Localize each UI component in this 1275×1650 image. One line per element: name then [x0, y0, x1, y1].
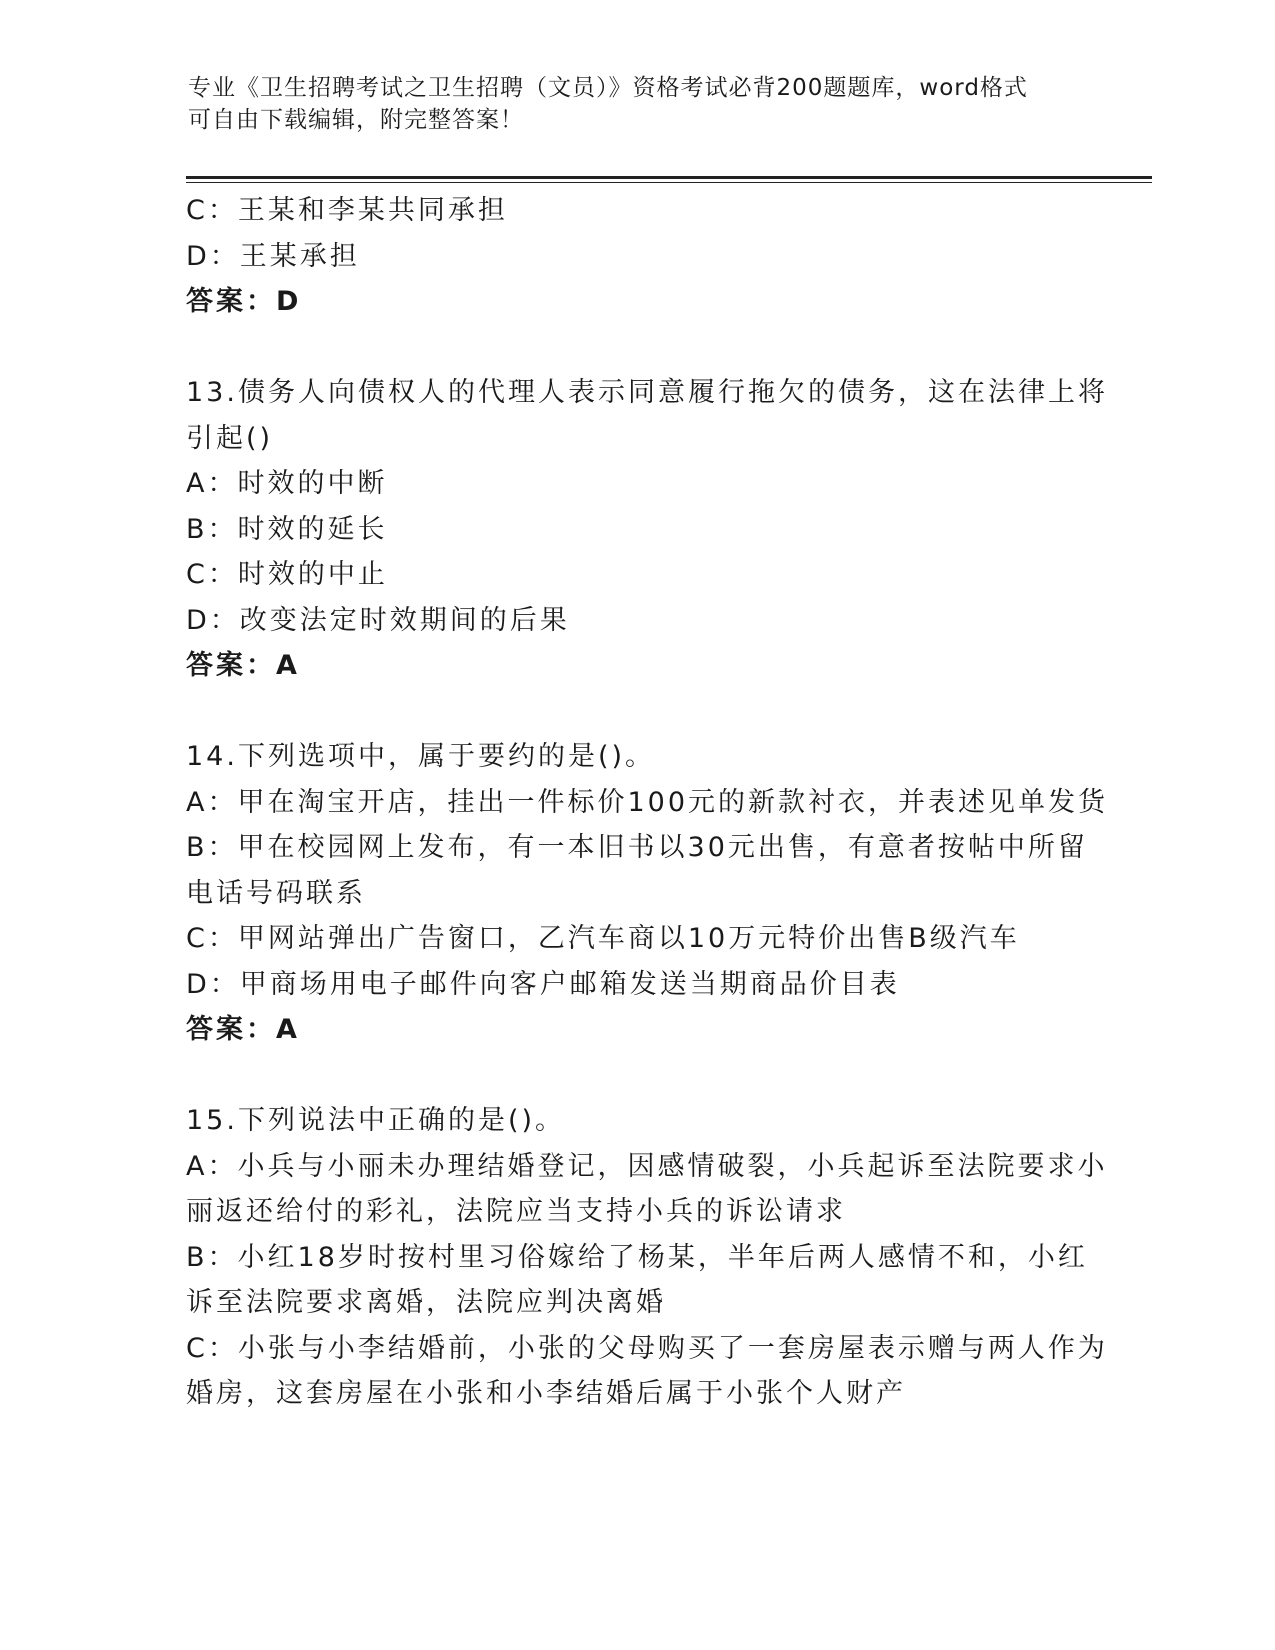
- option-c: C：王某和李某共同承担: [186, 195, 508, 226]
- answer: 答案：D: [186, 286, 302, 317]
- question-stem: 15.下列说法中正确的是()。: [186, 1105, 566, 1136]
- question-12-tail: [186, 188, 1086, 325]
- option-d: D：甲商场用电子邮件向客户邮箱发送当期商品价目表: [186, 968, 900, 1000]
- answer: 答案：A: [186, 650, 300, 681]
- header-line-1: 专业《卫生招聘考试之卫生招聘（文员）》资格考试必背200题题库，word格式: [188, 75, 1028, 101]
- option-b-cont: 电话号码联系: [186, 877, 366, 909]
- option-d: D：王某承担: [186, 240, 360, 272]
- question-stem: 13.债务人向债权人的代理人表示同意履行拖欠的债务，这在法律上将: [186, 377, 1108, 408]
- question-content: [186, 188, 1109, 1417]
- option-c-cont: 婚房，这套房屋在小张和小李结婚后属于小张个人财产: [186, 1378, 906, 1409]
- document-header: [188, 72, 1088, 136]
- question-stem: 14.下列选项中，属于要约的是()。: [186, 741, 656, 772]
- option-a-cont: 丽返还给付的彩礼，法院应当支持小兵的诉讼请求: [186, 1196, 846, 1227]
- answer: 答案：A: [186, 1014, 300, 1045]
- option-c: C：时效的中止: [186, 559, 388, 590]
- spacer: [186, 325, 1086, 371]
- option-a: A：甲在淘宝开店，挂出一件标价100元的新款衬衣，并表述见单发货: [186, 786, 1109, 818]
- question-14: [186, 734, 1109, 1053]
- option-a: A：时效的中断: [186, 468, 388, 499]
- option-c: C：甲网站弹出广告窗口，乙汽车商以10万元特价出售B级汽车: [186, 923, 1020, 954]
- header-rule-thick: [186, 176, 1152, 179]
- option-b: B：甲在校园网上发布，有一本旧书以30元出售，有意者按帖中所留: [186, 832, 1088, 863]
- option-c: C：小张与小李结婚前，小张的父母购买了一套房屋表示赠与两人作为: [186, 1332, 1108, 1364]
- header-line-2: 可自由下载编辑，附完整答案！: [188, 107, 524, 133]
- option-a: A：小兵与小丽未办理结婚登记，因感情破裂，小兵起诉至法院要求小: [186, 1150, 1108, 1182]
- header-rule-thin: [186, 182, 1152, 183]
- question-stem-cont: 引起(): [186, 422, 274, 454]
- option-b: B：小红18岁时按村里习俗嫁给了杨某，半年后两人感情不和，小红: [186, 1241, 1088, 1273]
- option-d: D：改变法定时效期间的后果: [186, 604, 570, 636]
- question-15: [186, 1098, 1108, 1417]
- option-b-cont: 诉至法院要求离婚，法院应判决离婚: [186, 1287, 666, 1318]
- option-b: B：时效的延长: [186, 513, 388, 545]
- question-13: [186, 370, 1108, 689]
- spacer: [186, 1053, 1086, 1099]
- spacer: [186, 689, 1086, 735]
